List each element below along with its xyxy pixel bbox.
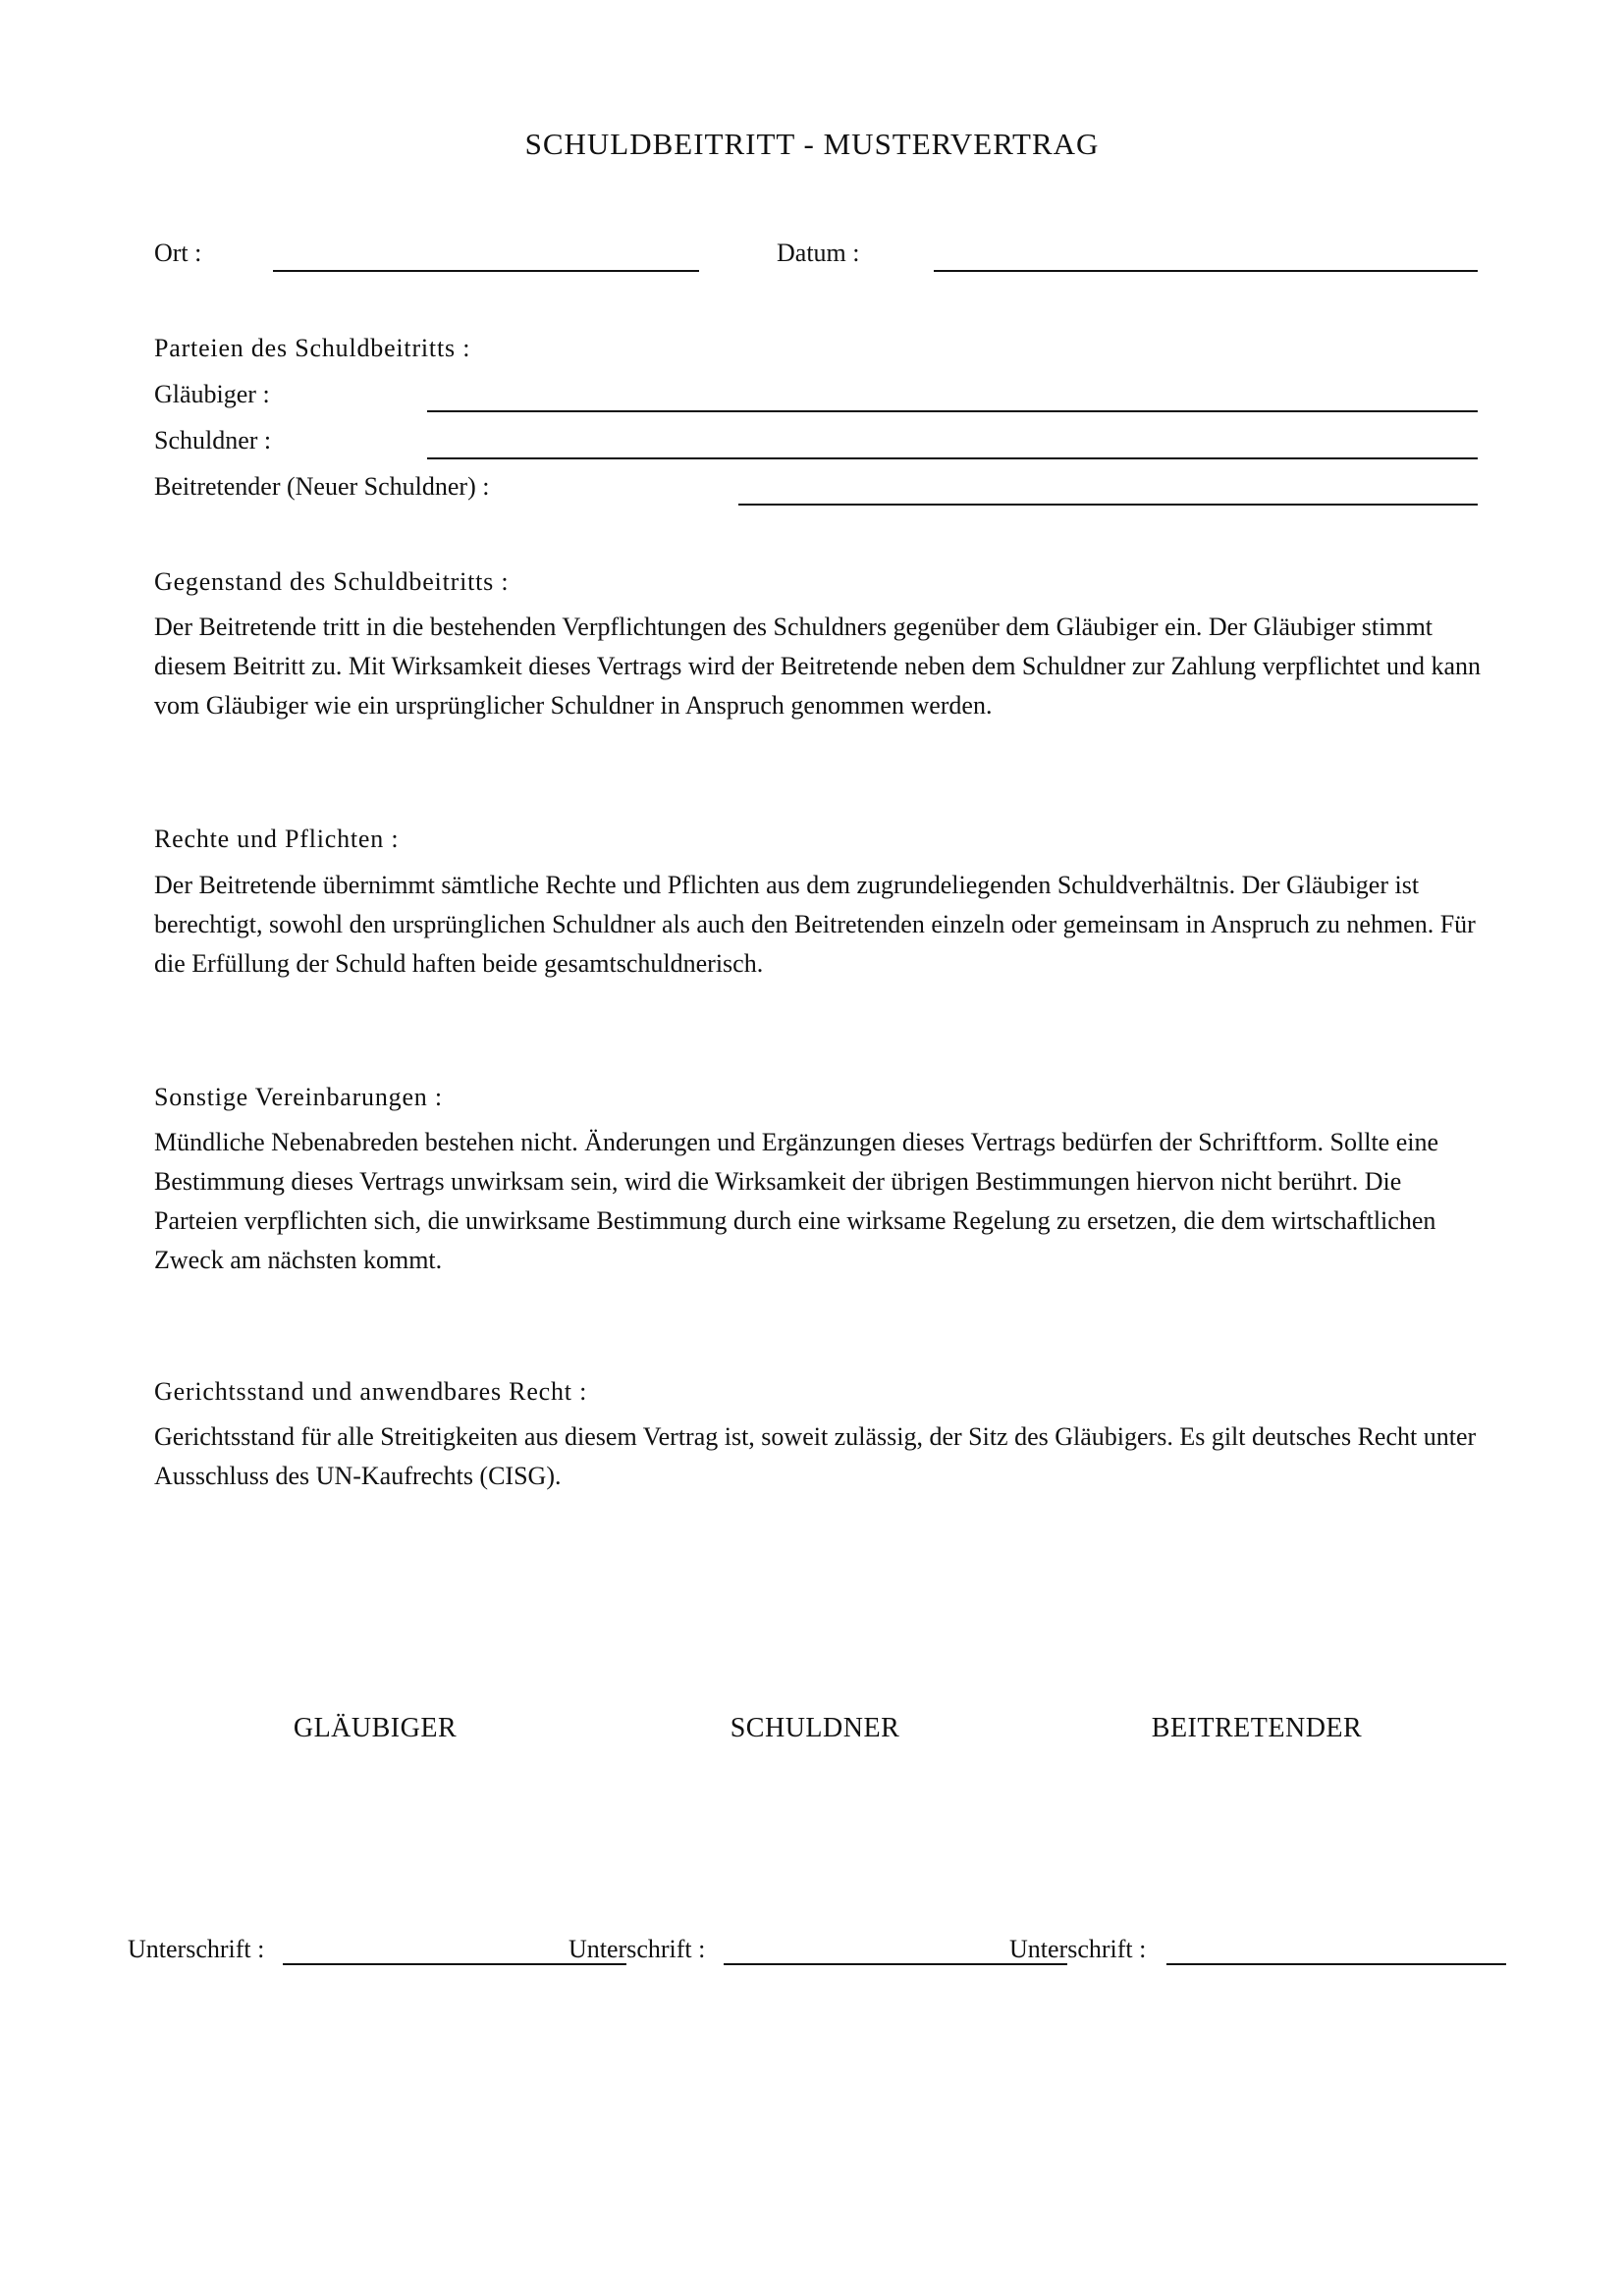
signature-label-glaeubiger: Unterschrift : xyxy=(128,1935,265,1963)
datum-input-line[interactable] xyxy=(934,270,1478,272)
ort-label: Ort : xyxy=(154,239,202,267)
signature-heading-beitretender: BEITRETENDER xyxy=(1151,1713,1363,1743)
signature-line-beitretender[interactable] xyxy=(1166,1963,1506,1965)
gegenstand-paragraph: Der Beitretende tritt in die bestehenden Verpflichtungen des Schuldners gegenüber dem Gläubiger ein. Der Gläubiger stimmt diesem Beitritt zu. Mit Wirksamkeit dieses Vertrags wird der Beitretende neben dem Schuldner zur Zahlung verpflichtet und kann vom Gläubiger wie ein ursprünglicher Schuldner in Anspruch genommen werden. xyxy=(154,613,1482,720)
rechte-paragraph: Der Beitretende übernimmt sämtliche Rechte und Pflichten aus dem zugrundeliegenden Schuldverhältnis. Der Gläubiger ist berechtigt, sowohl den ursprünglichen Schuldner als auch den Beitretenden einzeln oder gemeinsam in Anspruch zu nehmen. Für die Erfüllung der Schuld haften beide gesamtschuldnerisch. xyxy=(154,871,1476,978)
sonstige-paragraph: Mündliche Nebenabreden bestehen nicht. Änderungen und Ergänzungen dieses Vertrags bedürfen der Schriftform. Sollte eine Bestimmung dieses Vertrags unwirksam sein, wird die Wirksamkeit der übrigen Bestimmungen hiervon nicht berührt. Die Parteien verpflichten sich, die unwirksame Bestimmung durch eine wirksame Regelung zu ersetzen, die dem wirtschaftlichen Zweck am nächsten kommt. xyxy=(154,1128,1439,1274)
schuldner-label: Schuldner : xyxy=(154,426,272,454)
gerichtsstand-heading: Gerichtsstand und anwendbares Recht : xyxy=(154,1377,588,1406)
beitretender-label: Beitretender (Neuer Schuldner) : xyxy=(154,472,490,501)
rechte-heading: Rechte und Pflichten : xyxy=(154,825,400,853)
signature-heading-glaeubiger: GLÄUBIGER xyxy=(293,1713,458,1743)
glaeubiger-input-line[interactable] xyxy=(427,410,1478,412)
ort-input-line[interactable] xyxy=(273,270,699,272)
document-title: SCHULDBEITRITT - MUSTERVERTRAG xyxy=(524,127,1100,161)
gerichtsstand-paragraph: Gerichtsstand für alle Streitigkeiten aus diesem Vertrag ist, soweit zulässig, der Sitz des Gläubigers. Es gilt deutsches Recht unter Ausschluss des UN-Kaufrechts (CISG). xyxy=(154,1422,1477,1490)
glaeubiger-label: Gläubiger : xyxy=(154,380,270,408)
signature-label-beitretender: Unterschrift : xyxy=(1009,1935,1147,1963)
gegenstand-heading: Gegenstand des Schuldbeitritts : xyxy=(154,567,510,596)
beitretender-input-line[interactable] xyxy=(738,504,1478,506)
sonstige-heading: Sonstige Vereinbarungen : xyxy=(154,1083,443,1111)
parties-heading: Parteien des Schuldbeitritts : xyxy=(154,334,471,362)
signature-heading-schuldner: SCHULDNER xyxy=(730,1713,900,1743)
signature-label-schuldner: Unterschrift : xyxy=(568,1935,706,1963)
schuldner-input-line[interactable] xyxy=(427,457,1478,459)
datum-label: Datum : xyxy=(777,239,860,267)
